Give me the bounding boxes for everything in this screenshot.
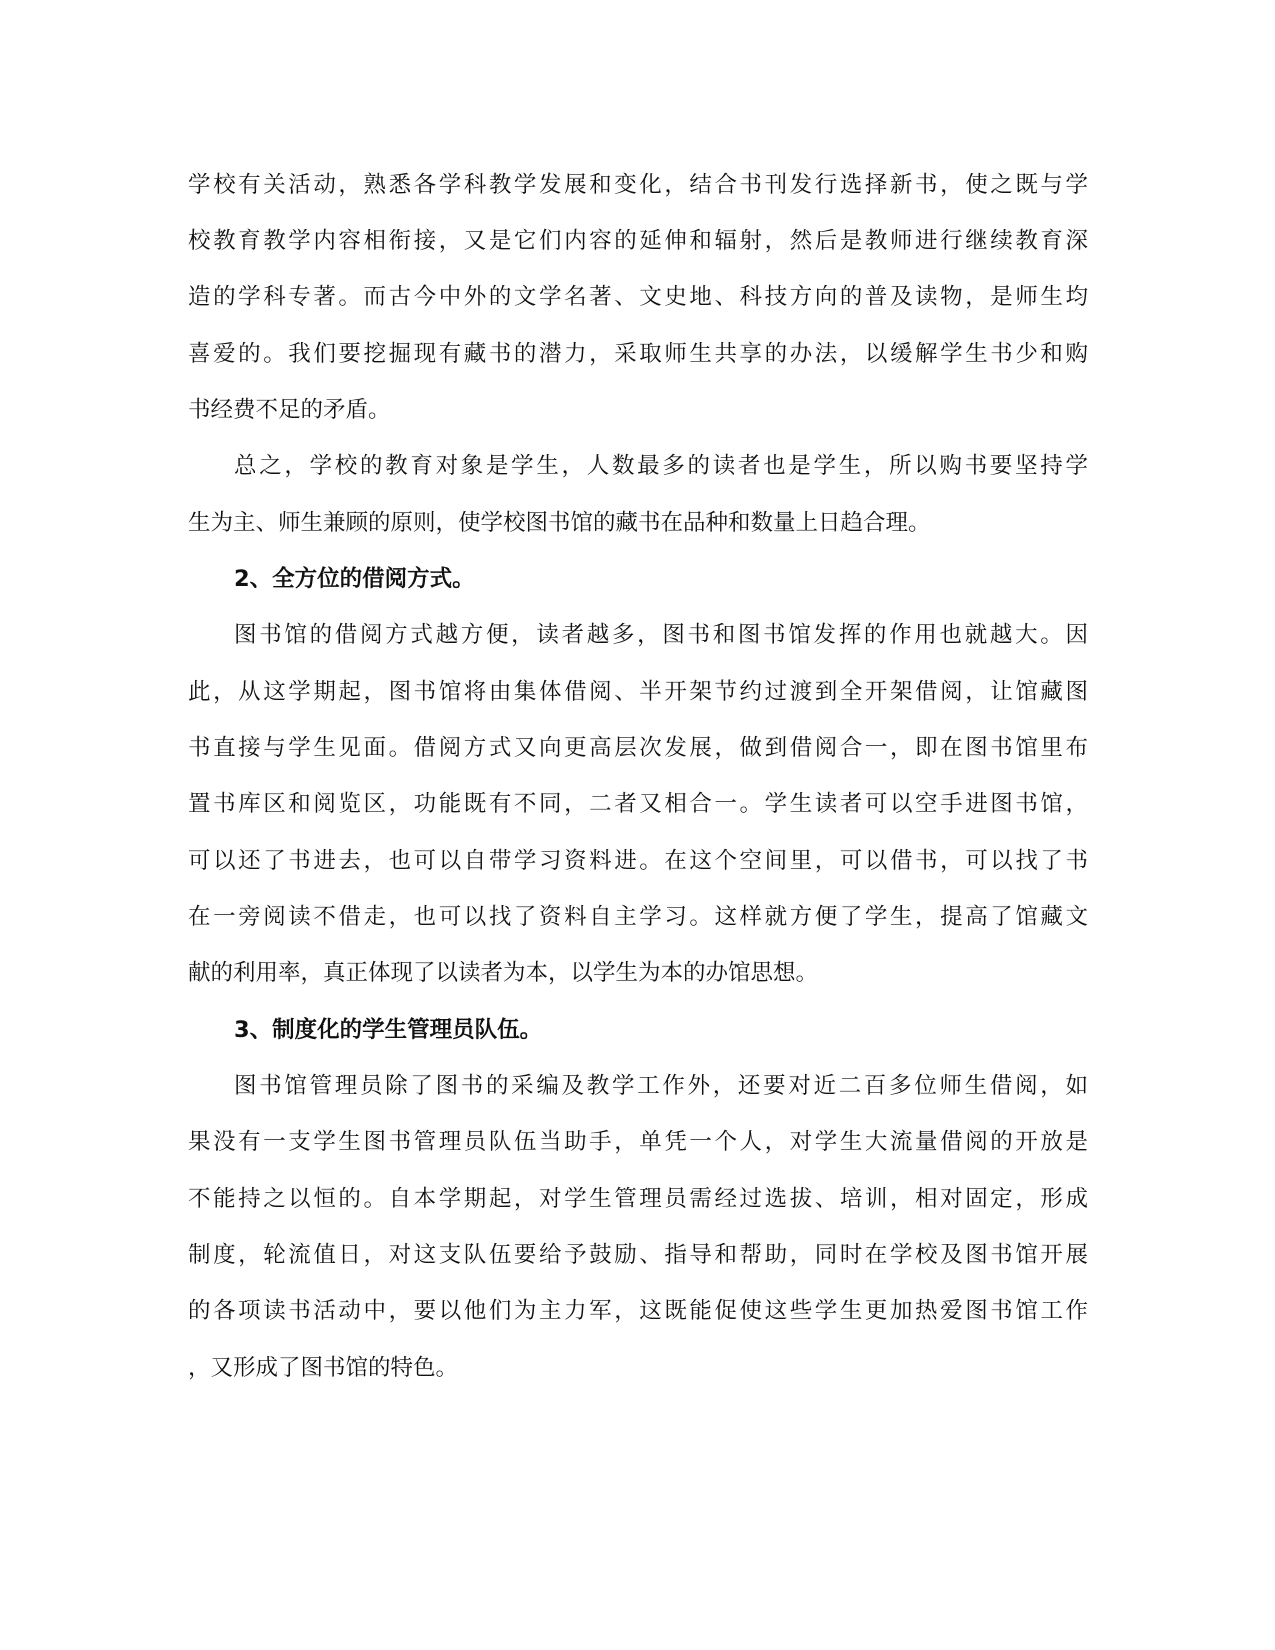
paragraph-1-line-2: 校教育教学内容相衔接，又是它们内容的延伸和辐射，然后是教师进行继续教育深 <box>188 228 1088 254</box>
section-heading-2: 2、全方位的借阅方式。 <box>234 566 475 592</box>
paragraph-3-line-2: 此，从这学期起，图书馆将由集体借阅、半开架节约过渡到全开架借阅，让馆藏图 <box>188 679 1088 705</box>
paragraph-4-line-4: 制度，轮流值日，对这支队伍要给予鼓励、指导和帮助，同时在学校及图书馆开展 <box>188 1242 1088 1268</box>
paragraph-1-line-1: 学校有关活动，熟悉各学科教学发展和变化，结合书刊发行选择新书，使之既与学 <box>188 172 1088 198</box>
paragraph-4-line-3: 不能持之以恒的。自本学期起，对学生管理员需经过选拔、培训，相对固定，形成 <box>188 1186 1088 1212</box>
paragraph-4-line-2: 果没有一支学生图书管理员队伍当助手，单凭一个人，对学生大流量借阅的开放是 <box>188 1129 1088 1155</box>
section-heading-3: 3、制度化的学生管理员队伍。 <box>234 1017 543 1043</box>
paragraph-1-line-3: 造的学科专著。而古今中外的文学名著、文史地、科技方向的普及读物，是师生均 <box>188 284 1088 310</box>
paragraph-4-line-5: 的各项读书活动中，要以他们为主力军，这既能促使这些学生更加热爱图书馆工作 <box>188 1298 1088 1324</box>
paragraph-3-line-3: 书直接与学生见面。借阅方式又向更高层次发展，做到借阅合一，即在图书馆里布 <box>188 735 1088 761</box>
paragraph-3-line-5: 可以还了书进去，也可以自带学习资料进。在这个空间里，可以借书，可以找了书 <box>188 848 1088 874</box>
paragraph-2-line-1: 总之，学校的教育对象是学生，人数最多的读者也是学生，所以购书要坚持学 <box>234 453 1088 479</box>
paragraph-1-line-5: 书经费不足的矛盾。 <box>188 397 391 423</box>
paragraph-1-line-4: 喜爱的。我们要挖掘现有藏书的潜力，采取师生共享的办法，以缓解学生书少和购 <box>188 341 1088 367</box>
paragraph-2-line-2: 生为主、师生兼顾的原则，使学校图书馆的藏书在品种和数量上日趋合理。 <box>188 510 931 536</box>
paragraph-3-line-6: 在一旁阅读不借走，也可以找了资料自主学习。这样就方便了学生，提高了馆藏文 <box>188 904 1088 930</box>
paragraph-3-line-7: 献的利用率，真正体现了以读者为本，以学生为本的办馆思想。 <box>188 960 819 986</box>
paragraph-4-line-1: 图书馆管理员除了图书的采编及教学工作外，还要对近二百多位师生借阅，如 <box>234 1073 1088 1099</box>
paragraph-4-line-6: ，又形成了图书馆的特色。 <box>188 1355 459 1381</box>
paragraph-3-line-4: 置书库区和阅览区，功能既有不同，二者又相合一。学生读者可以空手进图书馆， <box>188 791 1088 817</box>
paragraph-3-line-1: 图书馆的借阅方式越方便，读者越多，图书和图书馆发挥的作用也就越大。因 <box>234 622 1088 648</box>
